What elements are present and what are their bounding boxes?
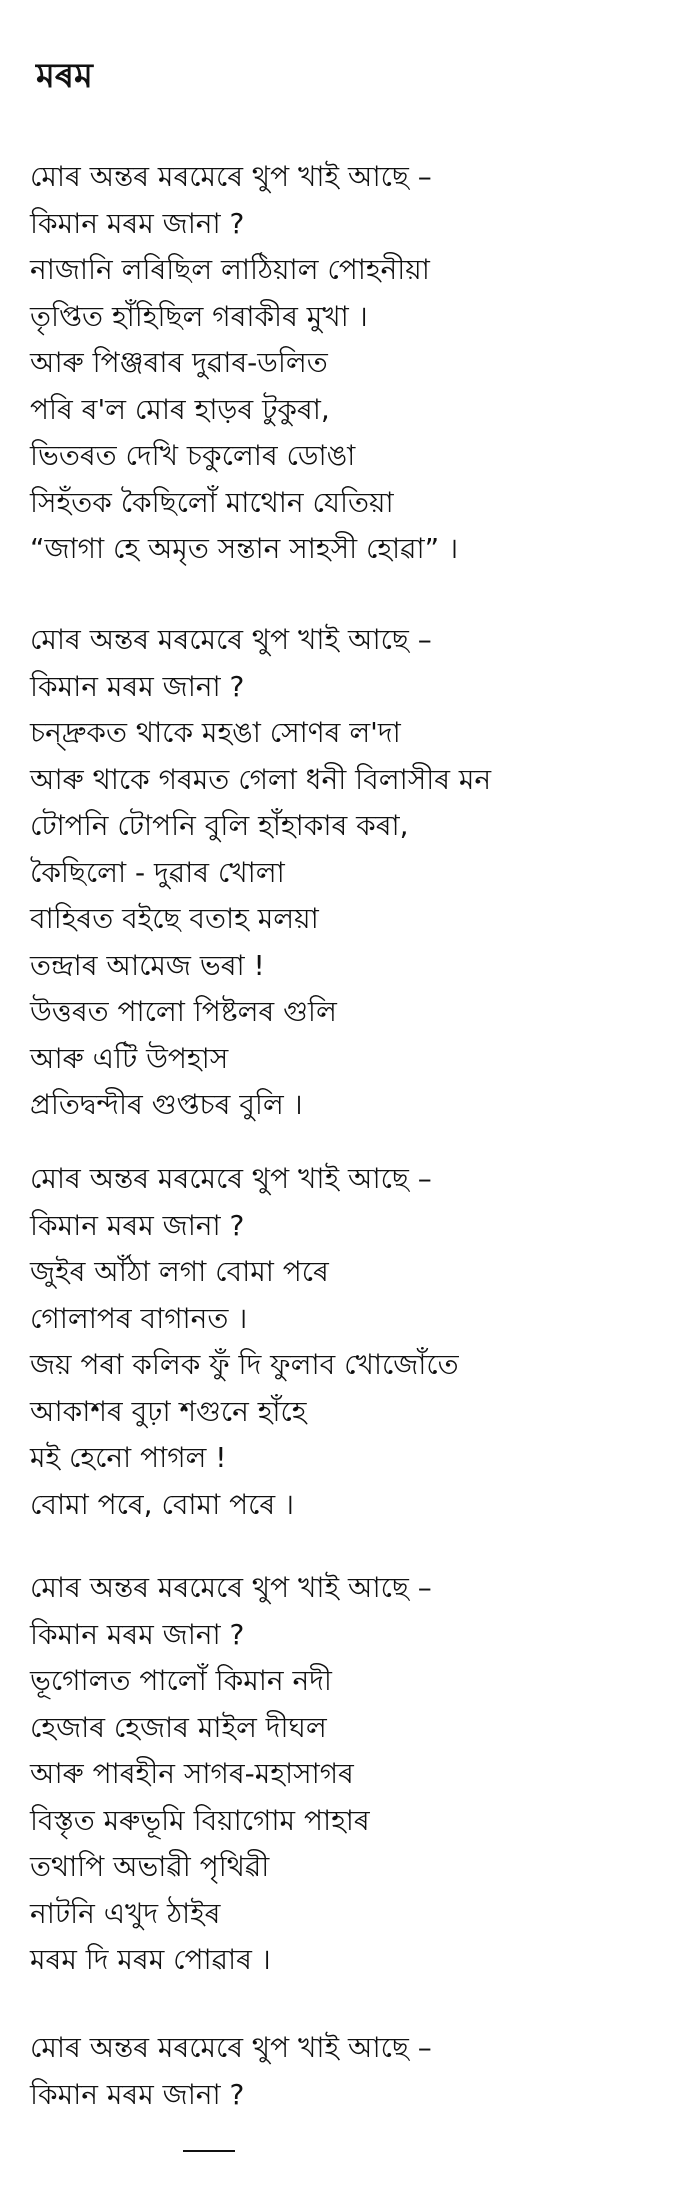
- poem-line: কিমান মৰম জানা ?: [30, 2077, 245, 2111]
- poem-line: তথাপি অভাৱী পৃথিৱী: [30, 1850, 270, 1883]
- poem-line: ভূগোলত পালোঁ কিমান নদী: [30, 1664, 332, 1697]
- poem-line: মোৰ অন্তৰ মৰমেৰে থুপ খাই আছে –: [30, 1162, 432, 1195]
- stanza: [30, 617, 491, 1129]
- poem-line: কিমান মৰম জানা ?: [30, 669, 245, 703]
- poem-line: তন্দ্ৰাৰ আমেজ ভৰা !: [30, 948, 265, 982]
- stanza: [30, 1565, 432, 1984]
- poem-line: তৃপ্তিত হাঁহিছিল গৰাকীৰ মুখা ।: [30, 299, 368, 333]
- poem-line: নাটনি এখুদ ঠাইৰ: [30, 1896, 221, 1930]
- poem-line: মোৰ অন্তৰ মৰমেৰে থুপ খাই আছে –: [30, 1571, 432, 1604]
- poem-line: আৰু থাকে গৰমত গেলা ধনী বিলাসীৰ মন: [30, 762, 492, 796]
- poem-line: কৈছিলো - দুৱাৰ খোলা: [30, 855, 285, 889]
- poem-line: হেজাৰ হেজাৰ মাইল দীঘল: [30, 1710, 327, 1744]
- end-divider: [183, 2150, 235, 2152]
- poem-line: মোৰ অন্তৰ মৰমেৰে থুপ খাই আছে –: [30, 623, 432, 656]
- poem-line: বোমা পৰে, বোমা পৰে ।: [30, 1487, 295, 1521]
- poem-line: আৰু পিঞ্জৰাৰ দুৱাৰ-ডলিত: [30, 346, 328, 379]
- poem-line: সিহঁতক কৈছিলোঁ মাথোন যেতিয়া: [30, 485, 394, 519]
- poem-line: আৰু এটি উপহাস: [30, 1041, 229, 1075]
- poem-line: কিমান মৰম জানা ?: [30, 206, 245, 240]
- poem-line: চন্দ্ৰুকত থাকে মহঙা সোণৰ ল'দা: [30, 716, 401, 749]
- poem-line: গোলাপৰ বাগানত ।: [30, 1301, 248, 1335]
- poem-line: কিমান মৰম জানা ?: [30, 1208, 245, 1242]
- poem-line: মৰম দি মৰম পোৱাৰ ।: [30, 1943, 271, 1976]
- poem-title: মৰম: [36, 56, 93, 96]
- poem-line: ভিতৰত দেখি চকুলোৰ ডোঙা: [30, 439, 356, 472]
- poem-line: “জাগা হে অমৃত সন্তান সাহসী হোৱা” ।: [30, 532, 459, 565]
- poem-line: বিস্তৃত মৰুভূমি বিয়াগোম পাহাৰ: [30, 1803, 370, 1837]
- poem-line: জয় পৰা কলিক ফুঁ দি ফুলাব খোজোঁতে: [30, 1348, 459, 1381]
- poem-line: পৰি ৰ'ল মোৰ হাড়ৰ টুকুৰা,: [30, 392, 330, 426]
- poem-line: আৰু পাৰহীন সাগৰ-মহাসাগৰ: [30, 1757, 354, 1790]
- stanza: [30, 2025, 432, 2118]
- poem-line: মই হেনো পাগল !: [30, 1441, 227, 1474]
- poem-line: মোৰ অন্তৰ মৰমেৰে থুপ খাই আছে –: [30, 2031, 432, 2064]
- poem-line: নাজানি লৰিছিল লাঠিয়াল পোহনীয়া: [30, 253, 430, 286]
- poem-line: জুইৰ আঁঠা লগা বোমা পৰে: [30, 1255, 329, 1288]
- poem-line: টোপনি টোপনি বুলি হাঁহাকাৰ কৰা,: [30, 809, 409, 842]
- poem-line: আকাশৰ বুঢ়া শগুনে হাঁহে: [30, 1394, 307, 1428]
- poem-line: উত্তৰত পালো পিষ্টলৰ গুলি: [30, 995, 337, 1028]
- poem-line: মোৰ অন্তৰ মৰমেৰে থুপ খাই আছে –: [30, 160, 432, 193]
- stanza: [30, 1156, 459, 1528]
- poem-line: বাহিৰত বইছে বতাহ মলয়া: [30, 902, 319, 935]
- stanza: [30, 154, 458, 573]
- poem-line: প্ৰতিদ্বন্দীৰ গুপ্তচৰ বুলি ।: [30, 1088, 303, 1121]
- poem-line: কিমান মৰম জানা ?: [30, 1617, 245, 1651]
